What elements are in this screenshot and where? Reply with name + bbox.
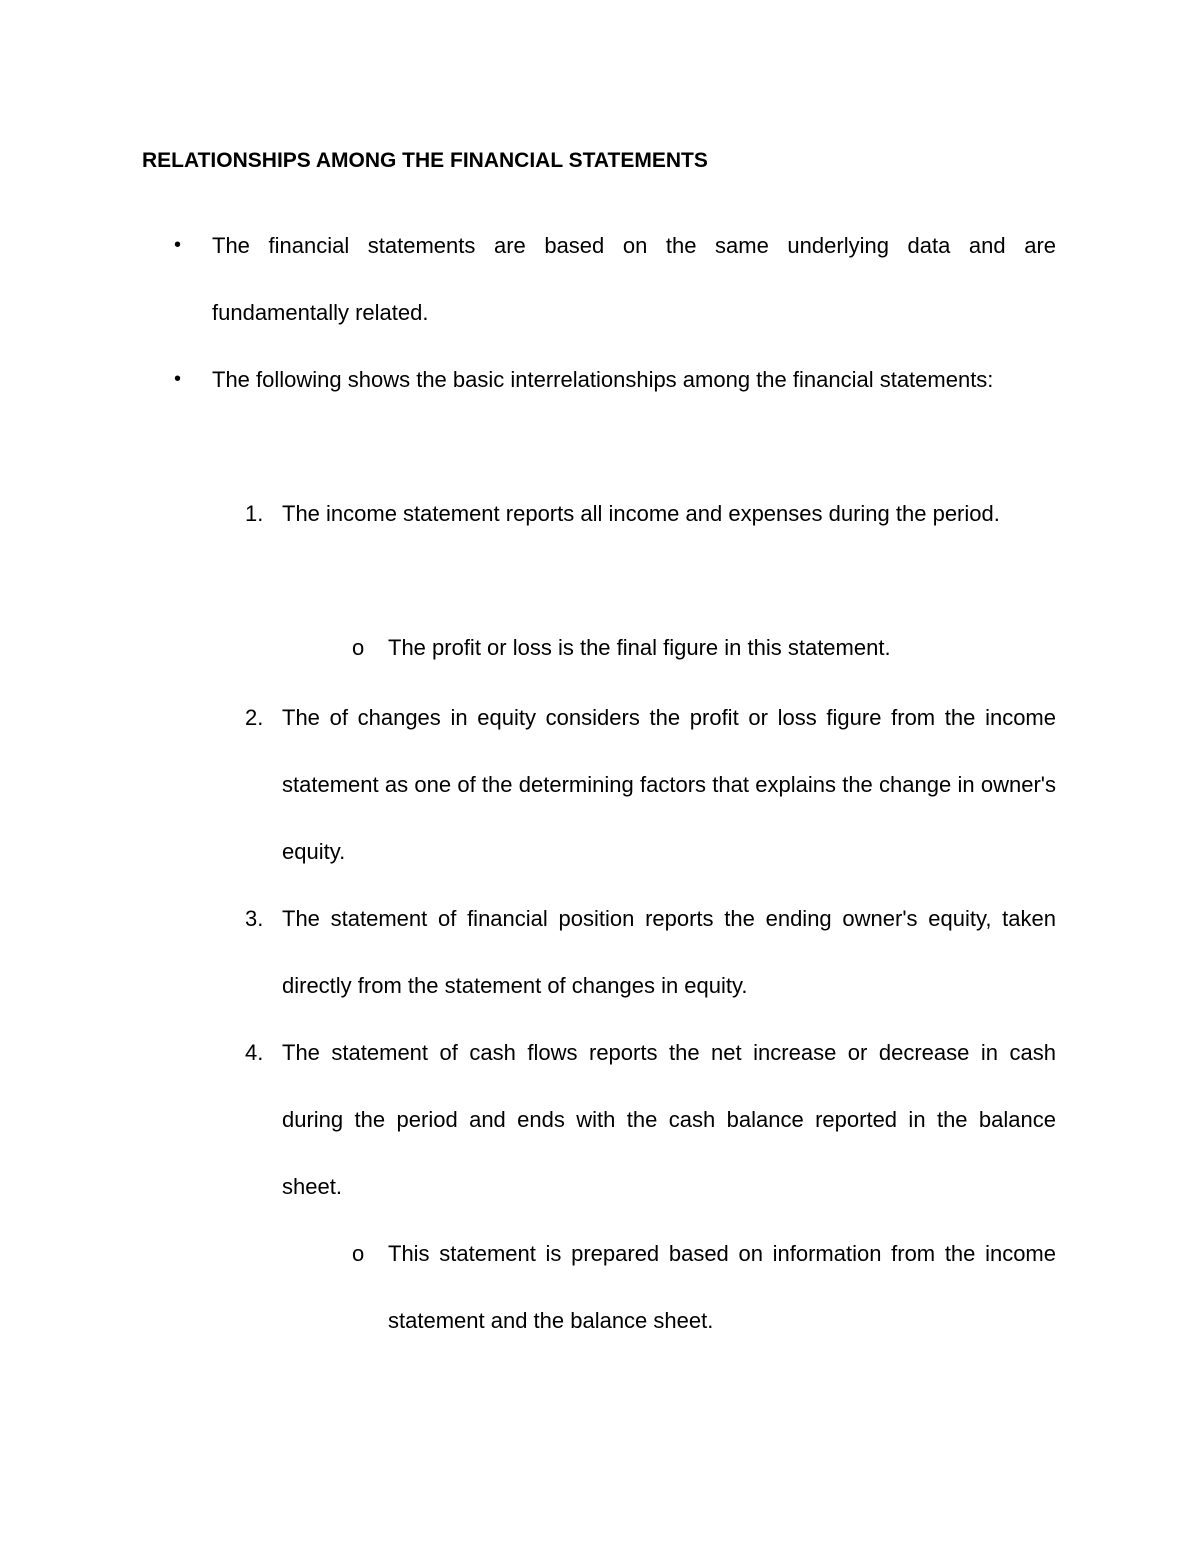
numbered-item	[282, 684, 1056, 885]
sub-bullet-text: This statement is prepared based on information from the income statement and the balance sheet.	[388, 1241, 1056, 1333]
bullet-marker: •	[174, 368, 182, 390]
bullet-item	[212, 212, 1056, 346]
sub-bullet-item	[388, 1220, 1056, 1354]
list-number: 1.	[245, 501, 264, 526]
bullet-marker: •	[174, 234, 182, 256]
numbered-text: The statement of financial position reports the ending owner's equity, taken directly from the statement of changes in equity.	[282, 906, 1056, 998]
document-title: RELATIONSHIPS AMONG THE FINANCIAL STATEMENTS	[142, 149, 708, 172]
numbered-item	[282, 480, 1056, 547]
list-number: 2.	[245, 705, 264, 730]
numbered-text: The income statement reports all income and expenses during the period.	[282, 501, 1000, 526]
sub-bullet-marker: o	[352, 1241, 365, 1266]
sub-bullet-item	[388, 614, 1056, 681]
list-number: 4.	[245, 1040, 264, 1065]
sub-bullet-text: The profit or loss is the final figure in this statement.	[388, 635, 891, 660]
numbered-text: The statement of cash flows reports the net increase or decrease in cash during the period and ends with the cash balance reported in the balance sheet.	[282, 1040, 1056, 1199]
bullet-text: The following shows the basic interrelationships among the financial statements:	[212, 367, 994, 392]
bullet-item	[212, 346, 1056, 413]
numbered-item	[282, 1019, 1056, 1220]
numbered-item	[282, 885, 1056, 1019]
list-number: 3.	[245, 906, 264, 931]
bullet-text: The financial statements are based on the same underlying data and are fundamentally related.	[212, 233, 1056, 325]
numbered-text: The of changes in equity considers the profit or loss figure from the income statement as one of the determining factors that explains the change in owner's equity.	[282, 705, 1056, 864]
sub-bullet-marker: o	[352, 635, 365, 660]
